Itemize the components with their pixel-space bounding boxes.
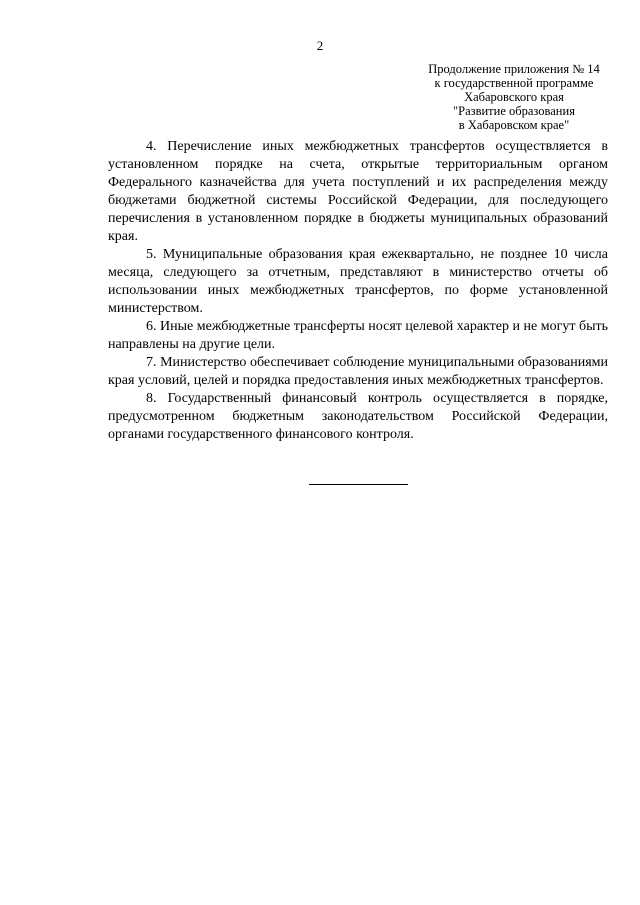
header-note-line: "Развитие образования	[453, 104, 575, 118]
page-number: 2	[316, 38, 324, 53]
paragraph-4: 4. Перечисление иных межбюджетных трансфертов осуществляется в установленном порядке на счета, открытые территориальным органом Федерального казначейства для учета поступлений и их распределения между бюджетами бюджетной системы Российской Федерации, для последующего перечисления в установленном порядке в бюджеты муниципальных образований края.	[108, 139, 608, 244]
paragraph-8: 8. Государственный финансовый контроль осуществляется в порядке, предусмотренном бюджетным законодательством Российской Федерации, органами государственного финансового контроля.	[108, 391, 608, 442]
paragraph-7: 7. Министерство обеспечивает соблюдение муниципальными образованиями края условий, целей и порядка предоставления иных межбюджетных трансфертов.	[108, 355, 608, 388]
end-of-document-rule	[309, 484, 408, 485]
paragraph-5: 5. Муниципальные образования края ежеквартально, не позднее 10 числа месяца, следующего за отчетным, представляют в министерство отчеты об использовании иных межбюджетных трансфертов, по форме установленной министерством.	[108, 247, 608, 316]
header-note-line: Хабаровского края	[464, 90, 564, 104]
header-note-line: к государственной программе	[434, 76, 594, 90]
paragraph-6: 6. Иные межбюджетные трансферты носят целевой характер и не могут быть направлены на другие цели.	[108, 319, 608, 352]
header-note-line: Продолжение приложения № 14	[428, 62, 600, 76]
appendix-header-note	[406, 62, 622, 132]
document-body	[108, 138, 608, 444]
header-note-line: в Хабаровском крае"	[458, 118, 570, 132]
